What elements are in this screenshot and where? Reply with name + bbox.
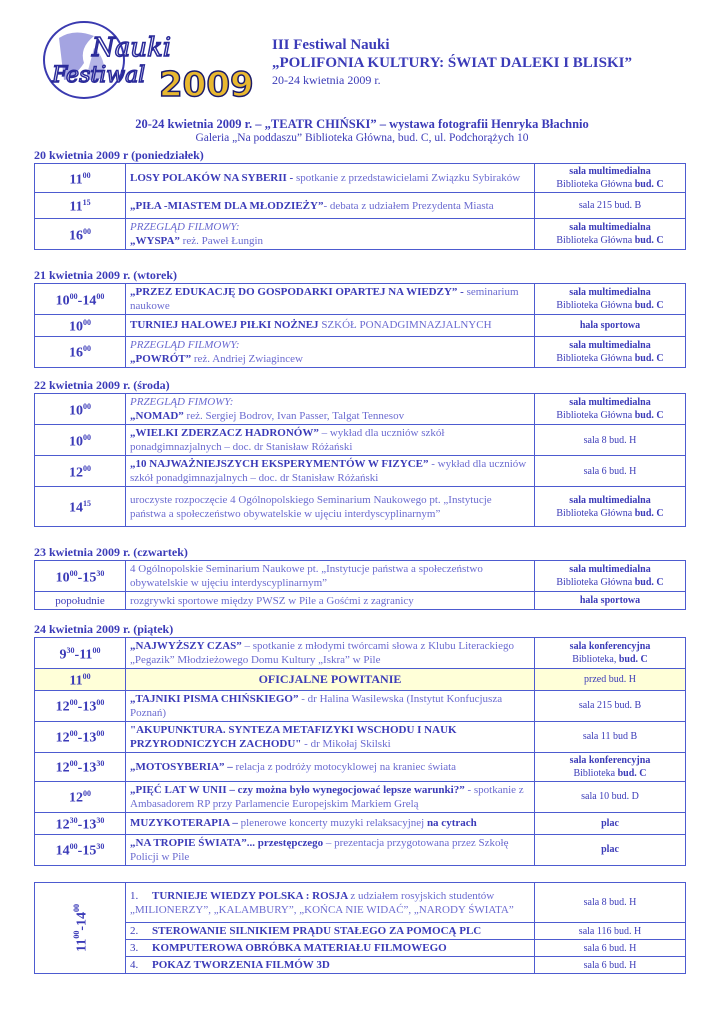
block-time: [35, 883, 126, 974]
place-building-code: bud. C: [634, 300, 664, 311]
time-minutes: 00: [69, 842, 78, 852]
event-time: [35, 487, 126, 527]
event-details: – prezentacja przygotowana przez Szkołę Policji w Pile: [130, 836, 509, 863]
event-details: relacja z podróży motocyklowej na kraniec świata: [235, 760, 457, 773]
time-minutes: 00: [83, 789, 91, 799]
event-title: „MOTOSYBERIA” –: [130, 760, 236, 773]
time-minutes: 30: [66, 645, 75, 655]
item-title: KOMPUTEROWA OBRÓBKA MATERIAŁU FILMOWEGO: [152, 942, 447, 954]
event-details: 4 Ogólnopolskie Seminarium Naukowe pt. „Instytucje państwa a społeczeństwo obywatelskie w ujęciu interdyscyplinarnym”: [130, 563, 483, 589]
event-time: [35, 690, 126, 721]
event-place: [535, 561, 686, 592]
time-hour-end: -15: [77, 570, 97, 586]
time-hour-end: -14: [74, 912, 90, 931]
time-hour: 14: [69, 500, 83, 516]
time-minutes-end: 30: [96, 568, 105, 578]
event-time: [35, 638, 126, 669]
place-room: przed bud. H: [584, 673, 636, 685]
event-title: „POWRÓT”: [130, 352, 194, 365]
time-hour: 10: [69, 319, 83, 335]
event-details: SZKÓŁ PONADGIMNAZJALNYCH: [321, 319, 492, 332]
time-minutes-end: 00: [72, 904, 82, 913]
time-minutes: 00: [82, 672, 91, 681]
time-minutes: 30: [69, 815, 78, 825]
event-time: [35, 752, 126, 781]
place-room: sala 10 bud. D: [581, 791, 639, 803]
time-minutes-end: 00: [96, 698, 105, 708]
table-row: [35, 487, 686, 527]
time-hour: 11: [69, 673, 83, 689]
event-title: „PIĘĆ LAT W UNII – czy można było wynegocjować lepsze warunki?”: [130, 783, 468, 796]
event-description: [126, 219, 535, 250]
exhibition-place: Galeria „Na poddaszu” Biblioteka Główna, bud. C, ul. Podchorążych 10: [195, 132, 529, 144]
time-hour: 10: [55, 293, 70, 309]
festival-logo: [34, 18, 254, 105]
place-building-name: Biblioteka Główna: [556, 577, 635, 588]
table-row: [35, 923, 686, 940]
time-hour: 11: [69, 199, 83, 215]
time-minutes: 00: [83, 226, 91, 236]
event-place: [535, 284, 686, 315]
time-minutes: 15: [82, 198, 91, 208]
day-table: [34, 163, 686, 250]
place-room: sala multimedialna: [569, 166, 651, 177]
table-row: [35, 164, 686, 193]
time-hour: 12: [69, 465, 83, 481]
block-place: [535, 957, 686, 974]
place-room: sala konferencyjna: [569, 754, 651, 766]
time-minutes: 00: [69, 698, 78, 708]
event-description: [126, 812, 535, 834]
event-details: – spotkanie z młodymi twórcami słowa z Klubu Literackiego „Pegazik” Młodzieżowego Domu Kultury „Iskra” w Pile: [130, 640, 514, 666]
time-minutes: 00: [69, 568, 78, 578]
event-time: [35, 193, 126, 219]
time-hour: 12: [55, 817, 70, 833]
place-building-code: bud. C: [634, 179, 664, 190]
block-place: [535, 940, 686, 957]
table-row: [35, 284, 686, 315]
place-building: [539, 299, 681, 312]
event-time: [35, 394, 126, 425]
table-row: [35, 721, 686, 752]
event-time: [35, 812, 126, 834]
event-time: [35, 721, 126, 752]
day-table: [34, 393, 686, 527]
event-description: [126, 834, 535, 865]
time-hour: 14: [55, 843, 70, 859]
event-time: [35, 336, 126, 367]
table-row: [35, 315, 686, 337]
parallel-events-table: [34, 882, 686, 974]
place-building-code: bud. C: [617, 767, 647, 779]
time-hour-end: -13: [77, 760, 97, 776]
time-minutes-end: 00: [96, 291, 105, 301]
time-minutes-end: 30: [96, 759, 105, 769]
event-place: [535, 336, 686, 367]
place-room: sala 116 bud. H: [578, 925, 642, 937]
day-heading: 21 kwietnia 2009 r. (wtorek): [34, 268, 177, 282]
event-description: [126, 690, 535, 721]
table-row: [35, 957, 686, 974]
place-building-code: bud. C: [634, 507, 664, 519]
event-details: - debata z udziałem Prezydenta Miasta: [323, 199, 494, 212]
block-event: [126, 940, 535, 957]
place-building-name: Biblioteka Główna: [556, 410, 635, 421]
event-details: reż. Andriej Zwiagincew: [193, 352, 303, 365]
event-time: [35, 164, 126, 193]
item-title: STEROWANIE SILNIKIEM PRĄDU STAŁEGO ZA POMOCĄ PLC: [152, 925, 482, 937]
event-description: [126, 781, 535, 812]
event-title: LOSY POLAKÓW NA SYBERII -: [130, 172, 296, 184]
item-title: TURNIEJE WIEDZY POLSKA : ROSJA: [152, 889, 351, 902]
time-minutes: 00: [72, 930, 82, 939]
event-title: OFICJALNE POWITANIE: [258, 672, 402, 687]
place-room: plac: [601, 817, 619, 829]
block-place: [535, 923, 686, 940]
event-place: [535, 638, 686, 669]
table-row: [35, 812, 686, 834]
place-room: plac: [601, 844, 619, 856]
time-minutes: 00: [69, 759, 78, 769]
event-description: [126, 284, 535, 315]
place-building: [539, 178, 681, 191]
place-room: sala multimedialna: [569, 339, 651, 351]
event-description: [126, 164, 535, 193]
table-row: [35, 561, 686, 592]
block-event: [126, 923, 535, 940]
place-room: sala 215 bud. B: [578, 700, 642, 712]
event-time: [35, 219, 126, 250]
event-details: reż. Sergiej Bodrov, Ivan Passer, Talgat Tennesov: [186, 410, 405, 422]
event-details: plenerowe koncerty muzyki relaksacyjnej: [240, 817, 427, 830]
event-time: [35, 669, 126, 691]
place-room: sala multimedialna: [569, 494, 651, 506]
place-room: sala 6 bud. H: [583, 465, 637, 477]
event-details: - dr Halina Wasilewska (Instytut Konfucjusza Poznań): [130, 692, 503, 719]
film-review-label: PRZEGLĄD FILMOWY:: [130, 338, 240, 351]
time-hour-end: -11: [74, 647, 93, 663]
table-row: [35, 940, 686, 957]
day-heading: 23 kwietnia 2009 r. (czwartek): [34, 545, 188, 559]
place-building-code: bud. C: [634, 410, 664, 421]
time-hour: 10: [69, 403, 83, 419]
table-row: [35, 394, 686, 425]
place-room: sala konferencyjna: [569, 641, 651, 652]
time-hour: 12: [55, 760, 70, 776]
place-room: sala 6 bud. H: [583, 959, 637, 971]
table-row: [35, 336, 686, 367]
block-event: [126, 957, 535, 974]
event-title: TURNIEJ HALOWEJ PIŁKI NOŻNEJ: [130, 319, 322, 332]
event-description: [126, 592, 535, 610]
item-number: 3.: [130, 942, 139, 954]
place-building-code: bud. C: [634, 352, 664, 364]
event-place: [535, 781, 686, 812]
table-row: [35, 752, 686, 781]
table-row: [35, 193, 686, 219]
time-hour: 11: [74, 938, 90, 952]
day-heading: 24 kwietnia 2009 r. (piątek): [34, 622, 174, 636]
time-hour-end: -15: [77, 843, 97, 859]
item-title: POKAZ TWORZENIA FILMÓW 3D: [152, 959, 330, 971]
item-number: 4.: [130, 959, 139, 971]
time-hour: 16: [69, 228, 83, 244]
place-building: [539, 234, 681, 247]
time-hour: 12: [69, 790, 83, 806]
item-number: 1.: [130, 889, 139, 902]
place-building-code: bud. C: [634, 235, 664, 246]
event-place: [535, 456, 686, 487]
event-description: [126, 336, 535, 367]
event-details: - wykład dla uczniów szkół ponadgimnazjalnych – doc. dr Stanisław Różański: [130, 458, 527, 484]
time-minutes: 00: [83, 318, 91, 327]
time-hour: 12: [55, 730, 70, 746]
time-minutes: 00: [69, 729, 78, 739]
event-place: [535, 193, 686, 219]
event-place: [535, 812, 686, 834]
day-heading: 22 kwietnia 2009 r. (środa): [34, 378, 170, 392]
event-place: [535, 164, 686, 193]
time-minutes-end: 00: [92, 645, 101, 655]
place-room: hala sportowa: [579, 319, 641, 331]
place-building: [539, 767, 681, 780]
event-description: [126, 487, 535, 527]
event-description: [126, 425, 535, 456]
festival-title: III Festiwal Nauki: [272, 37, 390, 53]
event-details: - dr Mikołaj Skilski: [304, 737, 391, 750]
day-table: [34, 283, 686, 368]
block-place: [535, 883, 686, 923]
event-title: „TAJNIKI PISMA CHIŃSKIEGO”: [130, 692, 302, 705]
place-room: sala multimedialna: [569, 397, 651, 408]
event-description: [126, 456, 535, 487]
place-room: sala multimedialna: [569, 287, 651, 298]
event-time: [35, 561, 126, 592]
time-minutes-end: 30: [96, 815, 105, 825]
event-place: [535, 669, 686, 691]
event-description: [126, 193, 535, 219]
place-building-name: Biblioteka Główna: [556, 179, 635, 190]
time-minutes: 00: [83, 401, 91, 411]
event-details: – wykład dla uczniów szkół ponadgimnazjalnych – doc. dr Stanisław Różański: [130, 427, 445, 453]
block-event: [126, 883, 535, 923]
event-place: [535, 752, 686, 781]
table-row: [35, 781, 686, 812]
event-details: seminarium naukowe: [130, 286, 519, 312]
exhibition-title: 20-24 kwietnia 2009 r. – „TEATR CHIŃSKI” – wystawa fotografii Henryka Błachnio: [135, 117, 589, 131]
time-minutes: 00: [83, 344, 91, 354]
time-hour-end: -13: [77, 817, 97, 833]
event-details: - spotkanie z Ambasadorem RP przy Parlamencie Europejskim Markiem Grelą: [130, 783, 524, 810]
svg-text:Festiwal: Festiwal: [52, 63, 146, 88]
time-minutes: 00: [82, 170, 91, 180]
event-place: [535, 394, 686, 425]
event-time: [35, 315, 126, 337]
event-description: [126, 669, 535, 691]
event-details: spotkanie z przedstawicielami Związku Sybiraków: [295, 172, 521, 184]
place-building-name: Biblioteka Główna: [556, 300, 635, 311]
item-number: 2.: [130, 925, 139, 937]
place-building: [539, 409, 681, 422]
place-building: [539, 352, 681, 365]
event-place: [535, 425, 686, 456]
event-description: [126, 315, 535, 337]
time-hour: 12: [55, 699, 70, 715]
event-title: „NA TROPIE ŚWIATA”... przestępczego: [130, 836, 326, 849]
svg-text:2009: 2009: [159, 65, 254, 105]
event-description: [126, 638, 535, 669]
time-text: popołudnie: [55, 594, 105, 607]
table-row: [35, 592, 686, 610]
event-time: [35, 834, 126, 865]
table-row: [35, 883, 686, 923]
event-time: [35, 425, 126, 456]
festival-subtitle: „POLIFONIA KULTURY: ŚWIAT DALEKI I BLISKI”: [272, 55, 632, 71]
table-row: [35, 219, 686, 250]
place-room: sala multimedialna: [569, 564, 651, 575]
place-room: sala 11 bud B: [582, 731, 638, 743]
place-building: [539, 653, 681, 666]
place-building-name: Biblioteka Główna: [556, 235, 635, 246]
place-building-name: Biblioteka Główna: [556, 352, 635, 364]
day-table: [34, 637, 686, 866]
event-title-extra: na cytrach: [426, 817, 477, 830]
time-minutes: 15: [83, 499, 91, 509]
event-time: [35, 592, 126, 610]
time-minutes: 00: [69, 291, 78, 301]
place-building-code: bud. C: [618, 654, 648, 665]
place-room: sala 8 bud. H: [583, 434, 637, 446]
place-building-name: Biblioteka,: [572, 654, 619, 665]
event-description: [126, 561, 535, 592]
time-minutes: 00: [83, 463, 91, 473]
event-title: „NOMAD”: [130, 410, 187, 422]
event-time: [35, 781, 126, 812]
event-title: "AKUPUNKTURA. SYNTEZA METAFIZYKI WSCHODU I NAUK PRZYRODNICZYCH ZACHODU": [130, 723, 457, 750]
place-building-code: bud. C: [634, 577, 664, 588]
event-title: MUZYKOTERAPIA –: [130, 817, 241, 830]
day-heading: 20 kwietnia 2009 r (poniedziałek): [34, 148, 204, 162]
time-hour-end: -14: [77, 293, 97, 309]
event-description: [126, 394, 535, 425]
time-hour: 10: [69, 434, 83, 450]
svg-text:Nauki: Nauki: [92, 33, 172, 63]
event-title: „NAJWYŻSZY CZAS”: [130, 640, 245, 652]
place-building: [539, 507, 681, 520]
event-details: reż. Paweł Łungin: [182, 235, 264, 247]
event-place: [535, 592, 686, 610]
item-details: z udziałem rosyjskich studentów „MILIONERZY”, „KALAMBURY”, „KOŃCA NIE WIDAĆ”, „NARODY ŚWIATA”: [130, 889, 514, 916]
place-room: sala 6 bud. H: [583, 942, 637, 954]
event-place: [535, 487, 686, 527]
place-room: hala sportowa: [579, 595, 641, 606]
time-hour: 16: [69, 345, 83, 361]
event-title: „WIELKI ZDERZACZ HADRONÓW”: [130, 427, 322, 439]
table-row: [35, 425, 686, 456]
table-row: [35, 638, 686, 669]
event-description: [126, 752, 535, 781]
table-row: [35, 456, 686, 487]
table-row: [35, 690, 686, 721]
place-room: sala 215 bud. B: [578, 200, 642, 211]
time-hour: 9: [59, 647, 67, 663]
time-hour: 11: [69, 172, 83, 188]
time-hour-end: -13: [77, 699, 97, 715]
place-building-name: Biblioteka: [573, 767, 618, 779]
film-review-label: PRZEGLĄD FILMOWY:: [130, 221, 240, 233]
place-room: sala multimedialna: [569, 222, 651, 233]
table-row: [35, 834, 686, 865]
place-room: sala 8 bud. H: [583, 897, 637, 908]
time-minutes-end: 00: [96, 729, 105, 739]
event-title: „10 NAJWAŻNIEJSZYCH EKSPERYMENTÓW W FIZYCE”: [130, 458, 432, 470]
event-details: uroczyste rozpoczęcie 4 Ogólnopolskiego Seminarium Naukowego pt. „Instytucje państwa a społeczeństwo obywatelskie w ujęciu interdyscyplinarnym”: [130, 493, 492, 520]
event-place: [535, 721, 686, 752]
event-place: [535, 834, 686, 865]
event-place: [535, 690, 686, 721]
event-title: „WYSPA”: [130, 235, 183, 247]
table-row: [35, 669, 686, 691]
event-description: [126, 721, 535, 752]
page-header: [272, 36, 632, 88]
event-time: [35, 456, 126, 487]
event-details: rozgrywki sportowe między PWSZ w Pile a Gośćmi z zagranicy: [130, 594, 414, 607]
place-building-name: Biblioteka Główna: [556, 507, 635, 519]
day-table: [34, 560, 686, 610]
event-time: [35, 284, 126, 315]
exhibition: [0, 117, 724, 144]
place-building: [539, 576, 681, 589]
film-review-label: PRZEGLĄD FIMOWY:: [130, 396, 234, 408]
time-minutes-end: 30: [96, 842, 105, 852]
event-title: „PRZEZ EDUKACJĘ DO GOSPODARKI OPARTEJ NA WIEDZY” -: [130, 286, 467, 298]
time-hour: 10: [55, 570, 70, 586]
time-minutes: 00: [83, 432, 91, 442]
block-time-vertical: [70, 904, 90, 952]
festival-dates: 20-24 kwietnia 2009 r.: [272, 73, 381, 87]
event-place: [535, 315, 686, 337]
time-hour-end: -13: [77, 730, 97, 746]
event-place: [535, 219, 686, 250]
event-title: „PIŁA -MIASTEM DLA MŁODZIEŻY”: [130, 199, 324, 212]
